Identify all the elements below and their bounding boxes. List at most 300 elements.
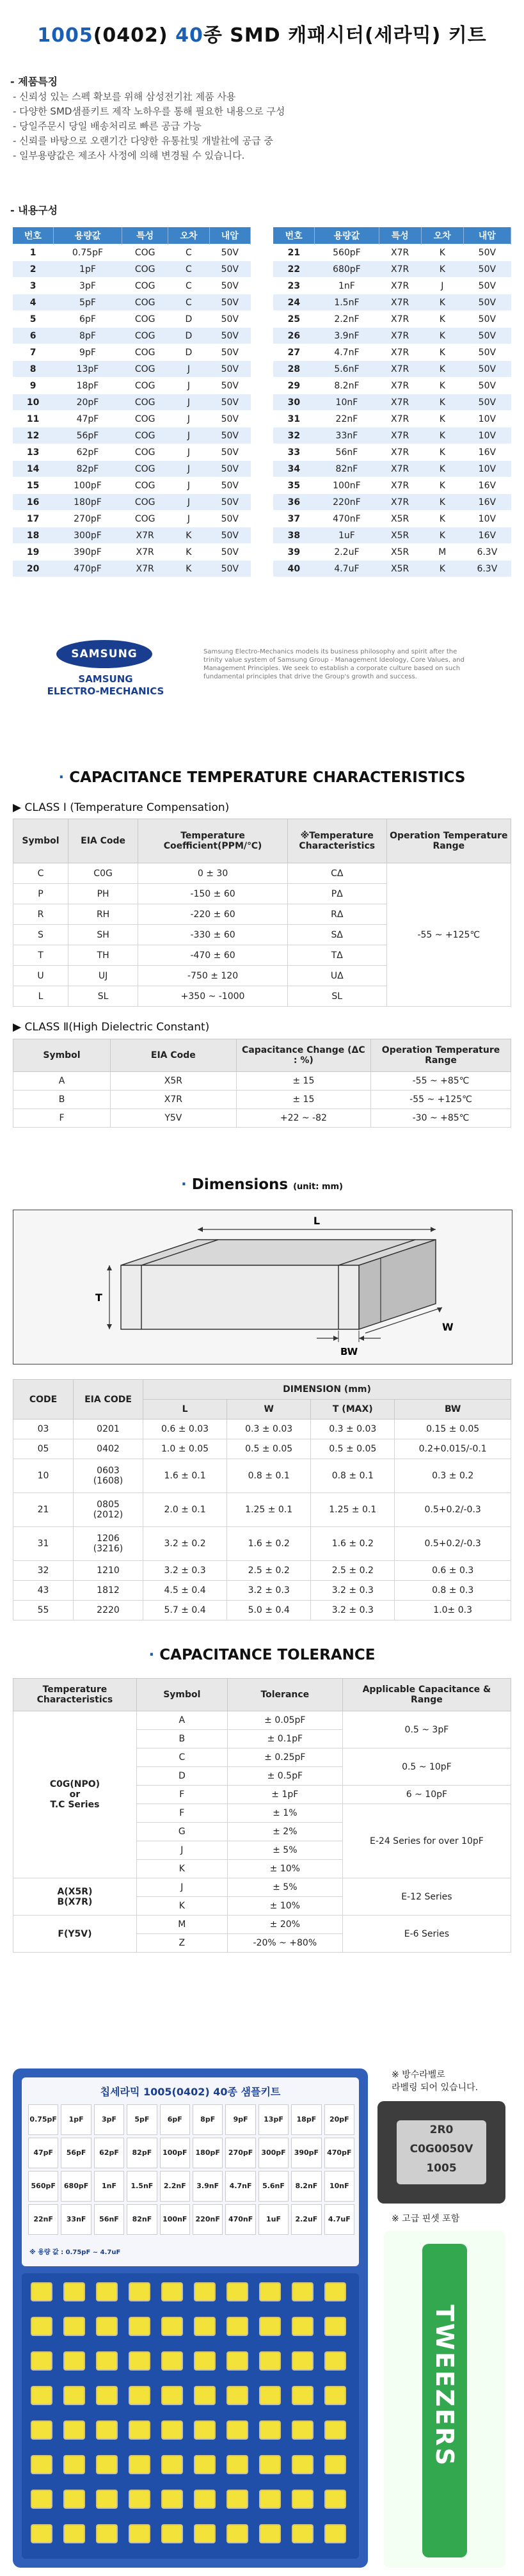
class2-cell: +22 ~ -82 — [236, 1109, 370, 1128]
kit-cell: 6.3V — [463, 561, 511, 577]
dim-cell: 0805 (2012) — [74, 1493, 143, 1527]
dim-cell: 0.5+0.2/-0.3 — [395, 1527, 511, 1561]
kit-card-footnote: ※ 용량 값 : 0.75pF ~ 4.7uF — [29, 2249, 121, 2256]
tweezers-text: TWEEZERS — [431, 2305, 459, 2467]
kit-value-grid — [28, 2104, 354, 2235]
tolerance-table — [13, 1678, 511, 1953]
kit-cell: K — [421, 477, 463, 494]
class2-cell: ± 15 — [236, 1072, 370, 1091]
dim-cell: 1.0 ± 0.05 — [143, 1439, 227, 1459]
kit-cell: K — [421, 494, 463, 511]
dim-cell: 1.0± 0.3 — [395, 1601, 511, 1620]
kit-cell: K — [421, 561, 463, 577]
kit-cell: K — [421, 511, 463, 527]
dim-cell: 0.3 ± 0.03 — [227, 1420, 311, 1439]
kit-row — [13, 344, 251, 361]
kit-cell: 9pF — [53, 344, 122, 361]
kit-compartment — [292, 2386, 314, 2405]
kit-cell: COG — [122, 494, 168, 511]
tol-value: ± 0.25pF — [227, 1748, 342, 1767]
kit-row — [273, 278, 511, 294]
class1-cell: C0G — [68, 863, 138, 884]
class1-row — [13, 863, 511, 884]
kit-compartment — [226, 2282, 248, 2301]
kit-cell: 470nF — [315, 511, 379, 527]
class1-cell: SH — [68, 925, 138, 945]
dim-cell: 1206 (3216) — [74, 1527, 143, 1561]
class2-header-row — [13, 1039, 511, 1072]
kit-cell: COG — [122, 361, 168, 378]
kit-cell: 2 — [13, 261, 53, 278]
dim-cell: 0.5 ± 0.05 — [311, 1439, 395, 1459]
kit-cell: 6.3V — [463, 544, 511, 561]
kit-compartment — [226, 2455, 248, 2474]
kit-cell: 390pF — [53, 544, 122, 561]
kit-cell: 220nF — [315, 494, 379, 511]
class1-cell: +350 ~ -1000 — [138, 986, 288, 1007]
dim-row — [13, 1493, 511, 1527]
kit-row — [13, 361, 251, 378]
kit-compartment — [324, 2524, 346, 2543]
kit-compartment — [259, 2420, 281, 2440]
kit-cell: 36 — [273, 494, 315, 511]
kit-cell: K — [168, 527, 209, 544]
kit-compartment — [161, 2490, 183, 2509]
kit-cell: 300pF — [53, 527, 122, 544]
kit-cell: 5 — [13, 311, 53, 328]
kit-compartment — [96, 2282, 118, 2301]
kit-cell: 18pF — [53, 378, 122, 394]
kit-table-right — [273, 227, 511, 577]
tol-header: Applicable Capacitance & Range — [342, 1679, 511, 1711]
class1-cell: -470 ± 60 — [138, 945, 288, 966]
class1-header: ※Temperature Characteristics — [287, 819, 386, 863]
class1-header: Temperature Coefficient(PPM/℃) — [138, 819, 288, 863]
kit-cell: X7R — [379, 311, 421, 328]
page-title: 1005(0402) 40종 SMD 캐패시터(세라믹) 키트 — [37, 24, 487, 47]
kit-cell: 50V — [463, 361, 511, 378]
kit-cell: 13 — [13, 444, 53, 461]
kit-row — [273, 411, 511, 428]
kit-cell: K — [421, 527, 463, 544]
kit-cell: X7R — [379, 261, 421, 278]
kit-compartment — [194, 2351, 216, 2371]
kit-row — [13, 394, 251, 411]
tol-range: E-24 Series for over 10pF — [342, 1804, 511, 1878]
kit-cell: 10 — [13, 394, 53, 411]
kit-cell: D — [168, 311, 209, 328]
tol-value: -20% ~ +80% — [227, 1934, 342, 1953]
kit-value-cell: 220nF — [193, 2204, 223, 2235]
kit-cell: X5R — [379, 544, 421, 561]
kit-cell: 50V — [209, 411, 250, 428]
label-W: W — [442, 1321, 454, 1333]
kit-cell: 50V — [463, 344, 511, 361]
kit-compartment — [194, 2282, 216, 2301]
feature-item: - 당일주문시 당일 배송처리로 빠른 공급 가능 — [13, 120, 202, 132]
dim-header-row — [13, 1380, 511, 1400]
kit-row — [13, 294, 251, 311]
kit-cell: 1uF — [315, 527, 379, 544]
kit-value-cell: 20pF — [324, 2104, 354, 2135]
kit-cell: 50V — [463, 328, 511, 344]
tol-range: E-6 Series — [342, 1916, 511, 1953]
kit-cell: 4 — [13, 294, 53, 311]
class1-header: Operation Temperature Range — [386, 819, 511, 863]
kit-cell: COG — [122, 261, 168, 278]
label-T: T — [95, 1292, 102, 1304]
kit-cell: J — [421, 278, 463, 294]
kit-row — [273, 428, 511, 444]
kit-compartment — [31, 2282, 52, 2301]
kit-compartment — [63, 2524, 85, 2543]
kit-cell: K — [168, 561, 209, 577]
kit-compartment — [226, 2490, 248, 2509]
kit-compartment — [324, 2386, 346, 2405]
feature-item: - 신뢰를 바탕으로 오랜기간 다양한 유통社및 개발社에 공급 중 — [13, 135, 273, 147]
kit-row — [273, 477, 511, 494]
dim-cell: 0402 — [74, 1439, 143, 1459]
tol-value: ± 5% — [227, 1841, 342, 1860]
dim-cell: 03 — [13, 1420, 74, 1439]
features-heading: - 제품특징 — [10, 76, 58, 88]
tol-header: Symbol — [136, 1679, 227, 1711]
kit-cell: K — [421, 428, 463, 444]
kit-cell: 50V — [209, 444, 250, 461]
kit-cell: 16V — [463, 494, 511, 511]
tol-value: ± 20% — [227, 1916, 342, 1934]
kit-cell: 0.75pF — [53, 244, 122, 261]
kit-compartment — [161, 2524, 183, 2543]
kit-cell: 82nF — [315, 461, 379, 477]
kit-cell: COG — [122, 394, 168, 411]
kit-value-cell: 390pF — [291, 2138, 321, 2168]
kit-compartment — [292, 2420, 314, 2440]
kit-value-cell: 56nF — [94, 2204, 124, 2235]
kit-header-cell: 용량값 — [315, 227, 379, 244]
kit-value-cell: 470pF — [324, 2138, 354, 2168]
class1-cell: RH — [68, 904, 138, 925]
kit-cell: 3 — [13, 278, 53, 294]
kit-compartment — [63, 2455, 85, 2474]
kit-cell: 50V — [463, 261, 511, 278]
kit-compartment — [259, 2524, 281, 2543]
kit-cell: 37 — [273, 511, 315, 527]
kit-compartment — [161, 2420, 183, 2440]
kit-cell: 35 — [273, 477, 315, 494]
kit-compartment — [324, 2282, 346, 2301]
class1-cell: UJ — [68, 966, 138, 986]
kit-compartment — [63, 2386, 85, 2405]
kit-header-row — [273, 227, 511, 244]
kit-compartment — [96, 2524, 118, 2543]
class2-cell: -55 ~ +125℃ — [371, 1091, 511, 1109]
kit-cell: 50V — [209, 244, 250, 261]
class1-cell: -330 ± 60 — [138, 925, 288, 945]
kit-compartment — [226, 2524, 248, 2543]
kit-row — [273, 361, 511, 378]
class1-range: -55 ~ +125℃ — [386, 863, 511, 1007]
dim-cell: 2.5 ± 0.2 — [311, 1561, 395, 1581]
kit-cell: 19 — [13, 544, 53, 561]
kit-cell: J — [168, 428, 209, 444]
class1-cell: 0 ± 30 — [138, 863, 288, 884]
kit-cell: 50V — [209, 361, 250, 378]
kit-cell: 12 — [13, 428, 53, 444]
tol-value: ± 5% — [227, 1878, 342, 1897]
kit-cell: 29 — [273, 378, 315, 394]
kit-compartment — [31, 2490, 52, 2509]
kit-compartment — [161, 2386, 183, 2405]
kit-compartment — [96, 2386, 118, 2405]
kit-cell: COG — [122, 444, 168, 461]
kit-cell: 50V — [209, 428, 250, 444]
kit-cell: X7R — [379, 444, 421, 461]
class2-cell: Y5V — [110, 1109, 236, 1128]
kit-compartment — [259, 2490, 281, 2509]
kit-cell: 3.9nF — [315, 328, 379, 344]
kit-row — [273, 544, 511, 561]
kit-compartment — [129, 2490, 150, 2509]
kit-cell: 50V — [209, 328, 250, 344]
kit-value-cell: 56pF — [61, 2138, 91, 2168]
kit-compartment — [31, 2386, 52, 2405]
kit-cell: J — [168, 461, 209, 477]
kit-value-cell: 180pF — [193, 2138, 223, 2168]
dim-cell: 3.2 ± 0.3 — [311, 1601, 395, 1620]
kit-cell: K — [421, 294, 463, 311]
kit-row — [13, 477, 251, 494]
kit-cell: 25 — [273, 311, 315, 328]
kit-value-cell: 0.75pF — [28, 2104, 58, 2135]
kit-cell: 56pF — [53, 428, 122, 444]
kit-cell: 62pF — [53, 444, 122, 461]
kit-cell: X7R — [379, 477, 421, 494]
class2-cell: X5R — [110, 1072, 236, 1091]
kit-row — [13, 494, 251, 511]
kit-row — [13, 511, 251, 527]
kit-cell: 18 — [13, 527, 53, 544]
kit-cell: 33 — [273, 444, 315, 461]
chip-closeup — [377, 2101, 505, 2204]
kit-value-cell: 3.9nF — [193, 2171, 223, 2202]
tol-value: ± 10% — [227, 1897, 342, 1916]
kit-row — [13, 411, 251, 428]
kit-value-cell: 680pF — [61, 2171, 91, 2202]
kit-value-cell: 5.6nF — [258, 2171, 289, 2202]
dim-row — [13, 1601, 511, 1620]
tol-header: Temperature Characteristics — [13, 1679, 137, 1711]
kit-cell: J — [168, 494, 209, 511]
tweezers-photo — [384, 2231, 505, 2568]
class1-cell: SL — [68, 986, 138, 1007]
kit-value-cell: 1.5nF — [127, 2171, 157, 2202]
kit-compartment — [96, 2420, 118, 2440]
kit-header-cell: 용량값 — [53, 227, 122, 244]
class1-cell: P — [13, 884, 68, 904]
kit-cell: K — [421, 411, 463, 428]
label-BW: BW — [340, 1346, 358, 1357]
tol-value: ± 0.5pF — [227, 1767, 342, 1786]
dim-subheader: T (MAX) — [311, 1400, 395, 1420]
tol-row — [13, 1916, 511, 1934]
kit-cell: 8pF — [53, 328, 122, 344]
tol-symbol: Z — [136, 1934, 227, 1953]
kit-cell: 50V — [209, 394, 250, 411]
kit-compartment — [129, 2524, 150, 2543]
kit-row — [273, 328, 511, 344]
kit-compartment — [129, 2351, 150, 2371]
class1-cell: -150 ± 60 — [138, 884, 288, 904]
kit-compartment — [292, 2490, 314, 2509]
kit-cell: J — [168, 444, 209, 461]
dimensions-unit: (unit: mm) — [293, 1182, 343, 1192]
tol-group: F(Y5V) — [13, 1916, 137, 1953]
kit-compartment — [194, 2386, 216, 2405]
kit-cell: 33nF — [315, 428, 379, 444]
kit-cell: 50V — [463, 394, 511, 411]
kit-value-cell: 1pF — [61, 2104, 91, 2135]
class1-cell: SL — [287, 986, 386, 1007]
tol-header: Tolerance — [227, 1679, 342, 1711]
dim-header: DIMENSION (mm) — [143, 1380, 511, 1400]
kit-cell: J — [168, 411, 209, 428]
kit-cell: 32 — [273, 428, 315, 444]
kit-compartment — [129, 2317, 150, 2336]
kit-compartment — [31, 2420, 52, 2440]
kit-cell: C — [168, 244, 209, 261]
tol-symbol: K — [136, 1860, 227, 1878]
dim-cell: 0.5+0.2/-0.3 — [395, 1493, 511, 1527]
kit-compartment — [226, 2317, 248, 2336]
kit-cell: D — [168, 344, 209, 361]
kit-cell: COG — [122, 328, 168, 344]
kit-compartment — [324, 2420, 346, 2440]
kit-compartment — [324, 2317, 346, 2336]
class1-table — [13, 819, 511, 1007]
kit-value-cell: 33nF — [61, 2204, 91, 2235]
samsung-subtitle — [45, 673, 166, 698]
tol-symbol: F — [136, 1804, 227, 1823]
kit-cell: X7R — [122, 544, 168, 561]
kit-cell: 5.6nF — [315, 361, 379, 378]
tol-row — [13, 1878, 511, 1897]
dim-cell: 21 — [13, 1493, 74, 1527]
kit-compartment — [194, 2524, 216, 2543]
kit-compartment — [194, 2490, 216, 2509]
class1-cell: CΔ — [287, 863, 386, 884]
kit-compartment — [63, 2282, 85, 2301]
class2-header: Operation Temperature Range — [371, 1039, 511, 1072]
label-L: L — [313, 1215, 321, 1227]
kit-row — [273, 394, 511, 411]
samsung-sub1: SAMSUNG — [78, 673, 133, 685]
kit-compartment — [31, 2351, 52, 2371]
class2-header: EIA Code — [110, 1039, 236, 1072]
class2-table — [13, 1039, 511, 1128]
kit-cell: K — [421, 461, 463, 477]
samsung-sub2: ELECTRO-MECHANICS — [47, 685, 164, 697]
kit-row — [273, 244, 511, 261]
kit-cell: C — [168, 278, 209, 294]
feature-item: - 신뢰성 있는 스펙 확보를 위해 삼성전기社 제품 사용 — [13, 91, 236, 102]
kit-row — [13, 527, 251, 544]
kit-cell: 6 — [13, 328, 53, 344]
class2-cell: -30 ~ +85℃ — [371, 1109, 511, 1128]
kit-value-cell: 4.7uF — [324, 2204, 354, 2235]
dim-cell: 31 — [13, 1527, 74, 1561]
dim-cell: 0.6 ± 0.3 — [395, 1561, 511, 1581]
kit-compartment — [63, 2490, 85, 2509]
tweezers-package — [422, 2244, 467, 2557]
tol-symbol: K — [136, 1897, 227, 1916]
tol-symbol: G — [136, 1823, 227, 1841]
kit-cell: 27 — [273, 344, 315, 361]
kit-cell: 82pF — [53, 461, 122, 477]
kit-row — [273, 344, 511, 361]
kit-cell: 1nF — [315, 278, 379, 294]
dimension-table — [13, 1379, 511, 1620]
kit-table-left — [13, 227, 251, 577]
class1-cell: U — [13, 966, 68, 986]
kit-card-title: 칩세라믹 1005(0402) 40종 샘플키트 — [100, 2086, 281, 2098]
kit-cell: 21 — [273, 244, 315, 261]
kit-cell: K — [168, 544, 209, 561]
kit-compartment — [63, 2420, 85, 2440]
kit-cell: 2.2nF — [315, 311, 379, 328]
kit-compartment — [31, 2317, 52, 2336]
kit-header-cell: 번호 — [13, 227, 53, 244]
dim-row — [13, 1439, 511, 1459]
kit-value-cell: 300pF — [258, 2138, 289, 2168]
kit-value-cell: 100nF — [160, 2204, 190, 2235]
kit-row — [13, 311, 251, 328]
kit-cell: 24 — [273, 294, 315, 311]
tol-symbol: J — [136, 1841, 227, 1860]
kit-cell: X7R — [379, 494, 421, 511]
samsung-description: Samsung Electro-Mechanics models its business philosophy and spirit after the trinity value system of Samsung Group - Management Ideology, Core Values, and Management Principles. We seek to establish a corporate culture based on such fundamental principles that drive the Group's growth and success. — [203, 648, 464, 680]
kit-cell: K — [421, 344, 463, 361]
kit-header-cell: 내압 — [209, 227, 250, 244]
kit-cell: 50V — [463, 244, 511, 261]
kit-cell: COG — [122, 278, 168, 294]
kit-row — [13, 278, 251, 294]
kit-cell: 40 — [273, 561, 315, 577]
dim-cell: 3.2 ± 0.3 — [143, 1561, 227, 1581]
kit-cell: X7R — [379, 344, 421, 361]
class1-cell: TH — [68, 945, 138, 966]
class2-row — [13, 1091, 511, 1109]
dim-cell: 5.7 ± 0.4 — [143, 1601, 227, 1620]
kit-cell: 50V — [209, 461, 250, 477]
tol-range: 0.5 ~ 10pF — [342, 1748, 511, 1786]
kit-compartment — [324, 2455, 346, 2474]
tol-value: ± 0.1pF — [227, 1730, 342, 1748]
kit-compartment — [96, 2455, 118, 2474]
kit-cell: 20pF — [53, 394, 122, 411]
kit-value-cell: 82nF — [127, 2204, 157, 2235]
kit-header-cell: 번호 — [273, 227, 315, 244]
kit-cell: 50V — [209, 378, 250, 394]
kit-cell: 50V — [209, 311, 250, 328]
kit-header-cell: 특성 — [122, 227, 168, 244]
kit-cell: 270pF — [53, 511, 122, 527]
dim-cell: 55 — [13, 1601, 74, 1620]
kit-cell: 23 — [273, 278, 315, 294]
kit-compartment — [259, 2317, 281, 2336]
class1-header: EIA Code — [68, 819, 138, 863]
kit-cell: 39 — [273, 544, 315, 561]
